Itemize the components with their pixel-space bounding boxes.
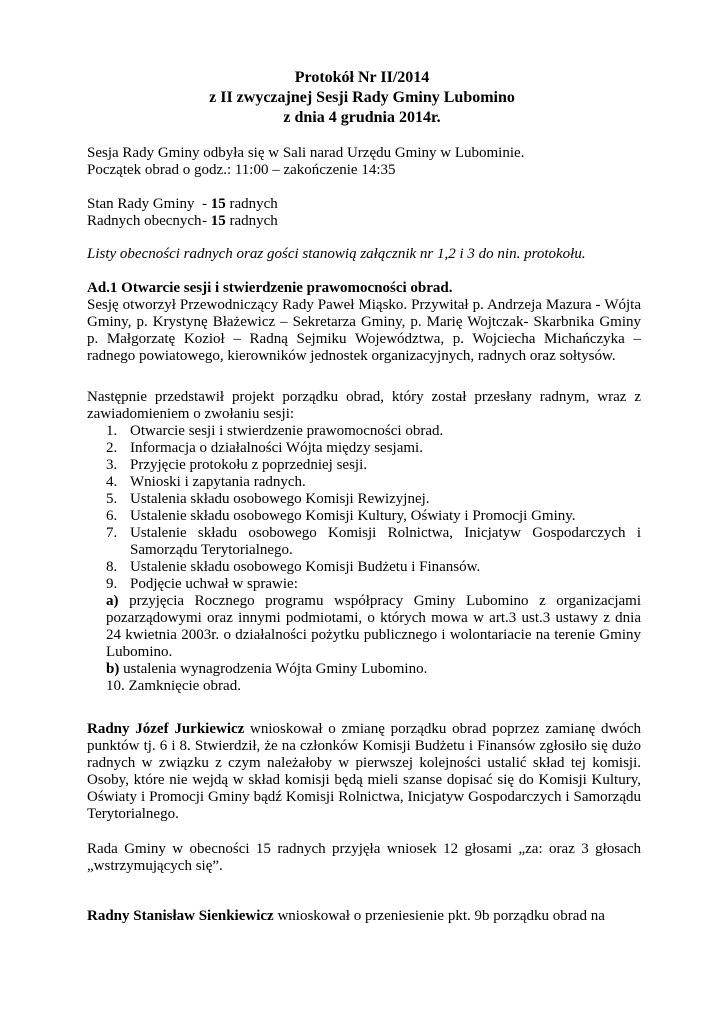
agenda-item xyxy=(87,525,641,559)
council-size-dash: - xyxy=(202,196,211,212)
present-unit: radnych xyxy=(225,213,278,229)
agenda-item-text: Ustalenie składu osobowego Komisji Budżetu i Finansów. xyxy=(130,559,481,575)
jurkiewicz-name: Radny Józef Jurkiewicz xyxy=(87,721,245,737)
agenda-item-text: Otwarcie sesji i stwierdzenie prawomocności obrad. xyxy=(130,423,444,439)
vote-paragraph: Rada Gminy w obecności 15 radnych przyjęła wniosek 12 głosami „za: oraz 3 głosach „wstrzymujących się”. xyxy=(87,841,641,874)
council-size-unit: radnych xyxy=(225,196,278,212)
agenda-item-number: 5. xyxy=(106,491,118,507)
sienkiewicz-paragraph xyxy=(87,908,641,925)
agenda-item xyxy=(87,576,641,593)
agenda-item xyxy=(87,474,641,491)
attendance-note-text: Listy obecności radnych oraz gości stanowią załącznik nr 1,2 i 3 do nin. protokołu. xyxy=(87,246,586,262)
intro-time: Początek obrad o godz.: 11:00 – zakończenie 14:35 xyxy=(87,162,396,178)
agenda-subitem-b-text: ustalenia wynagrodzenia Wójta Gminy Lubomino. xyxy=(119,661,428,677)
present-label: Radnych obecnych xyxy=(87,213,202,229)
sienkiewicz-text: wnioskował o przeniesienie pkt. 9b porządku obrad na xyxy=(273,908,605,924)
agenda-item-text: Ustalenie składu osobowego Komisji Kultury, Oświaty i Promocji Gminy. xyxy=(130,508,576,524)
agenda-subitem-a xyxy=(87,593,641,661)
agenda-item xyxy=(87,423,641,440)
protocol-title: Protokół Nr II/2014 xyxy=(294,69,430,86)
council-size-label: Stan Rady Gminy xyxy=(87,196,195,212)
jurkiewicz-text: wnioskował o zmianę porządku obrad poprzez zamianę dwóch punktów tj. 6 i 8. Stwierdził, że na członków Komisji Budżetu i Finansów zgłosiło się dużo radnych w związku z czym należałoby w pierwszej kolejności ustalić skład tej komisji. Osoby, które nie wejdą w skład komisji będą mieli szanse dopisać się do Komisji Kultury, Oświaty i Promocji Gminy bądź Komisji Rolnictwa, Inicjatyw Gospodarczych i Samorządu Terytorialnego. xyxy=(87,721,641,822)
agenda-subitem-a-label: a) xyxy=(106,593,119,609)
agenda-item-number: 4. xyxy=(106,474,118,490)
agenda-item-text: Informacja o działalności Wójta między sesjami. xyxy=(130,440,423,456)
agenda-item-closing xyxy=(87,678,641,695)
agenda-item-closing-text: 10. Zamknięcie obrad. xyxy=(106,678,241,694)
agenda-item xyxy=(87,440,641,457)
sienkiewicz-name: Radny Stanisław Sienkiewicz xyxy=(87,908,274,924)
agenda-item-text: Wnioski i zapytania radnych. xyxy=(130,474,306,490)
agenda-item-number: 6. xyxy=(106,508,118,524)
agenda-subitem-a-text: przyjęcia Rocznego programu współpracy Gminy Lubomino z organizacjami pozarządowymi oraz innymi podmiotami, o których mowa w art.3 ust.3 ustawy z dnia 24 kwietnia 2003r. o działalności pożytku publicznego i wolontariacie na terenie Gminy Lubomino. xyxy=(106,593,641,660)
agenda-item xyxy=(87,559,641,576)
agenda-item-text: Ustalenie składu osobowego Komisji Rolnictwa, Inicjatyw Gospodarczych i Samorządu Terytorialnego. xyxy=(130,525,641,558)
agenda-subitem-b xyxy=(87,661,641,678)
agenda-item-number: 8. xyxy=(106,559,118,575)
agenda-item xyxy=(87,508,641,525)
jurkiewicz-paragraph xyxy=(87,721,641,823)
agenda-intro: Następnie przedstawił projekt porządku obrad, który został przesłany radnym, wraz z zawiadomieniem o zwołaniu sesji: xyxy=(87,389,641,422)
agenda-item-number: 3. xyxy=(106,457,118,473)
council-size-row xyxy=(87,196,278,213)
agenda-item-number: 1. xyxy=(106,423,118,439)
section1-heading-text: Ad.1 Otwarcie sesji i stwierdzenie prawomocności obrad. xyxy=(87,280,453,296)
agenda-item xyxy=(87,457,641,474)
section1-heading xyxy=(87,280,453,297)
present-row xyxy=(87,213,278,230)
present-count: 15 xyxy=(210,213,226,229)
agenda-subitem-b-label: b) xyxy=(106,661,120,677)
agenda-item-text: Przyjęcie protokołu z poprzedniej sesji. xyxy=(130,457,368,473)
agenda-item-text: Podjęcie uchwał w sprawie: xyxy=(130,576,298,592)
intro-location: Sesja Rady Gminy odbyła się w Sali narad Urzędu Gminy w Lubominie. xyxy=(87,145,525,161)
present-dash: - xyxy=(202,213,211,229)
session-date: z dnia 4 grudnia 2014r. xyxy=(283,109,441,126)
agenda-item-number: 9. xyxy=(106,576,118,592)
agenda-item-number: 2. xyxy=(106,440,118,456)
council-size-count: 15 xyxy=(210,196,226,212)
agenda-list xyxy=(87,423,641,695)
agenda-item-number: 7. xyxy=(106,525,118,541)
agenda-item-text: Ustalenia składu osobowego Komisji Rewizyjnej. xyxy=(130,491,430,507)
agenda-item xyxy=(87,491,641,508)
session-subtitle: z II zwyczajnej Sesji Rady Gminy Lubomino xyxy=(209,89,515,106)
attendance-note xyxy=(87,246,586,263)
section1-paragraph: Sesję otworzył Przewodniczący Rady Paweł Miąsko. Przywitał p. Andrzeja Mazura - Wójta Gminy, p. Krystynę Błażewicz – Sekretarza Gminy, p. Marię Wojtczak- Skarbnika Gminy p. Małgorzatę Kozioł – Radną Sejmiku Województwa, p. Wojciecha Michańczyka – radnego powiatowego, kierowników jednostek organizacyjnych, radnych oraz sołtysów. xyxy=(87,297,641,364)
